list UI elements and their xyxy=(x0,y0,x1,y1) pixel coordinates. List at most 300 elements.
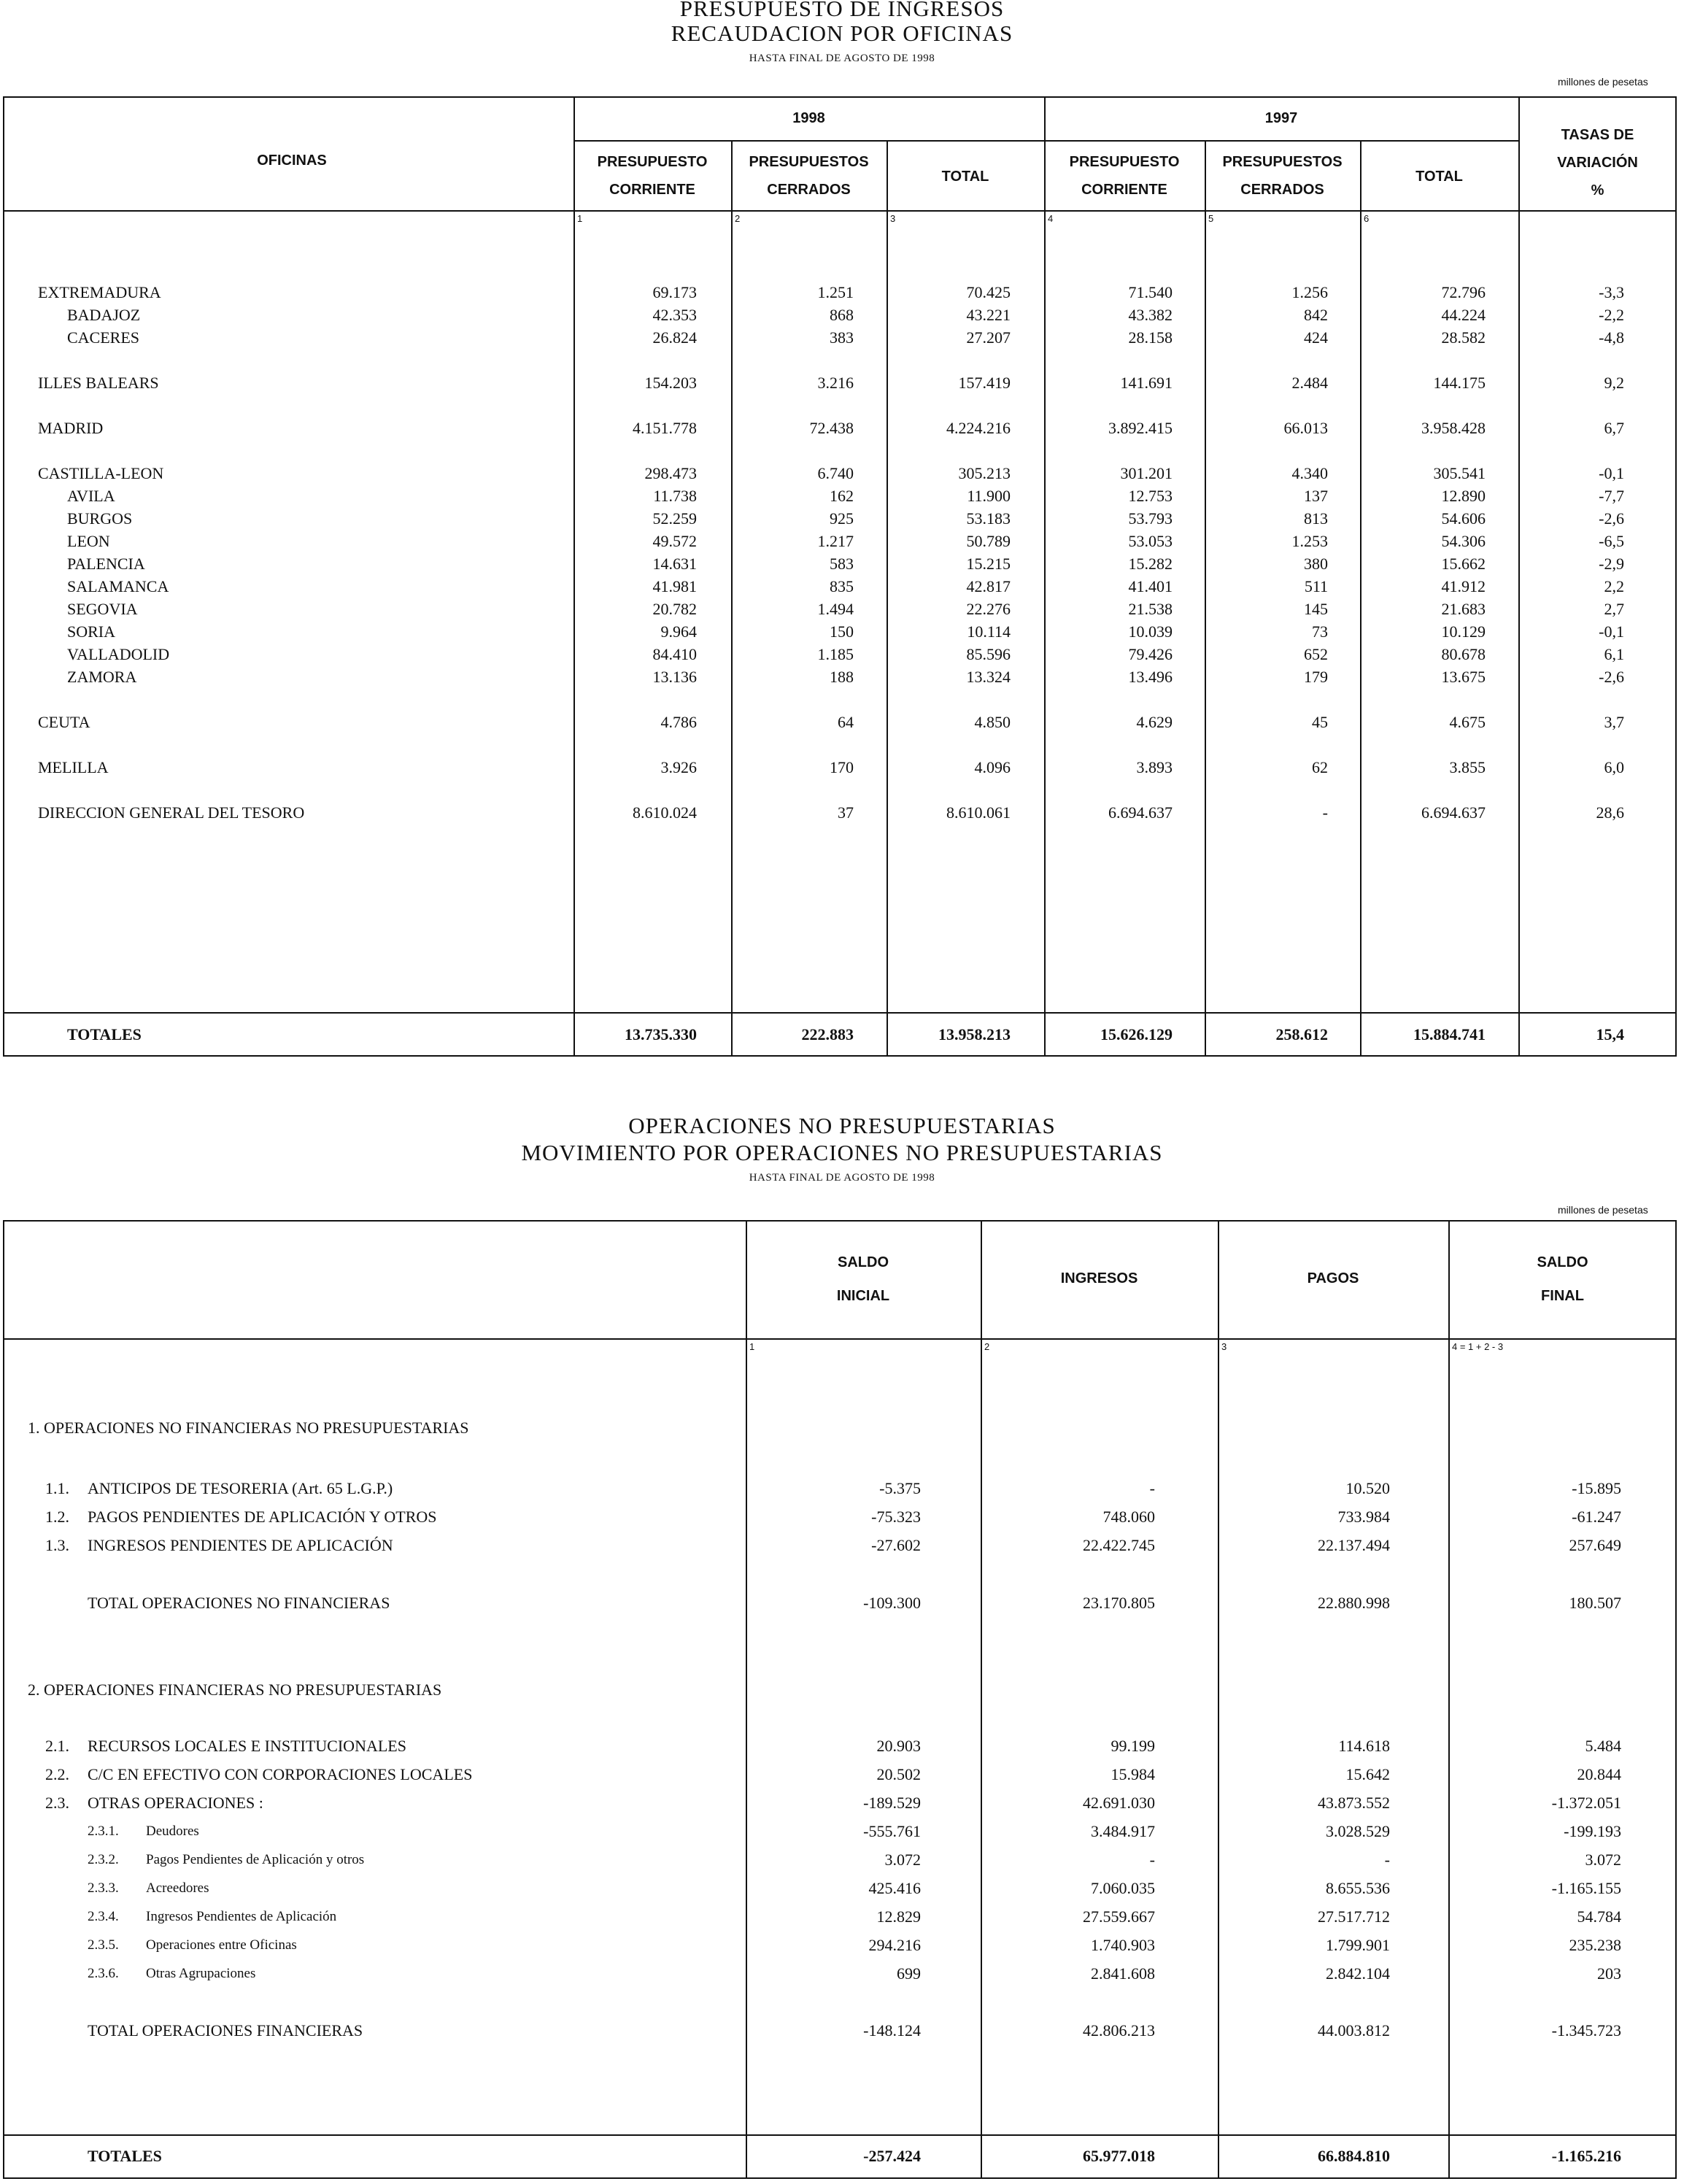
cell-value: - xyxy=(1384,1851,1390,1869)
cell-value: 26.824 xyxy=(652,328,697,347)
cell-value: 8.610.024 xyxy=(633,803,697,822)
cell-value: 28.158 xyxy=(1128,328,1173,347)
cell-value: 41.981 xyxy=(652,577,697,595)
cell-value: 8.655.536 xyxy=(1326,1879,1390,1897)
row-label: TOTAL OPERACIONES NO FINANCIERAS xyxy=(88,1594,390,1612)
total-value: 222.883 xyxy=(801,1025,854,1043)
cell-value: -0,1 xyxy=(1599,464,1624,482)
cell-value: 2.484 xyxy=(1291,374,1328,392)
cell-value: -555.761 xyxy=(863,1822,921,1840)
section1-title: 1. OPERACIONES NO FINANCIERAS NO PRESUPUESTARIAS xyxy=(28,1419,469,1437)
cell-value: 1.253 xyxy=(1291,532,1328,550)
row-label: ANTICIPOS DE TESORERIA (Art. 65 L.G.P.) xyxy=(88,1479,393,1497)
cell-value: -199.193 xyxy=(1564,1822,1621,1840)
cell-value: 583 xyxy=(830,555,854,573)
table-row xyxy=(0,1849,1684,1871)
header-total-1998: TOTAL xyxy=(941,169,989,185)
cell-value: 157.419 xyxy=(958,374,1011,392)
cell-value: 235.238 xyxy=(1569,1936,1621,1954)
header-saldo-final: SALDO xyxy=(1537,1254,1588,1270)
col-number: 4 = 1 + 2 - 3 xyxy=(1452,1341,1504,1352)
cell-value: -257.424 xyxy=(863,2147,921,2165)
total-value: 258.612 xyxy=(1275,1025,1328,1043)
cell-value: 15.642 xyxy=(1345,1765,1390,1783)
col-number: 6 xyxy=(1364,213,1370,224)
col-number: 4 xyxy=(1048,213,1054,224)
cell-value: 22.137.494 xyxy=(1318,1536,1390,1554)
cell-value: 4.786 xyxy=(660,713,697,731)
row-code: 1.3. xyxy=(45,1536,69,1554)
cell-value: 99.199 xyxy=(1111,1737,1155,1755)
cell-value: 80.678 xyxy=(1441,645,1486,663)
cell-value: 383 xyxy=(830,328,854,347)
cell-value: 65.977.018 xyxy=(1083,2147,1155,2165)
cell-value: 2,2 xyxy=(1604,577,1624,595)
cell-value: 73 xyxy=(1312,622,1328,641)
header-tasas: TASAS DE xyxy=(1561,127,1634,143)
cell-value: 12.829 xyxy=(876,1907,921,1926)
table2-units: millones de pesetas xyxy=(1558,1204,1648,1216)
cell-value: 3.216 xyxy=(817,374,854,392)
cell-value: 42.806.213 xyxy=(1083,2021,1155,2040)
cell-value: 53.793 xyxy=(1128,509,1173,528)
cell-value: 85.596 xyxy=(966,645,1011,663)
cell-value: 298.473 xyxy=(644,464,697,482)
total-row xyxy=(0,1592,1684,1614)
table2-header-bottom xyxy=(3,1338,1677,1340)
cell-value: 10.114 xyxy=(967,622,1011,641)
cell-value: 41.401 xyxy=(1128,577,1173,595)
header-pres-cerrados-2: CERRADOS xyxy=(767,182,851,198)
cell-value: 305.541 xyxy=(1433,464,1486,482)
cell-value: 13.675 xyxy=(1441,668,1486,686)
table-row xyxy=(0,1792,1684,1814)
row-code: 2.3.5. xyxy=(88,1937,119,1953)
row-code: 2.3.1. xyxy=(88,1824,119,1839)
row-label: C/C EN EFECTIVO CON CORPORACIONES LOCALES xyxy=(88,1765,473,1783)
cell-value: 72.796 xyxy=(1441,283,1486,301)
cell-value: 11.900 xyxy=(967,487,1011,505)
cell-value: - xyxy=(1149,1851,1155,1869)
cell-value: 22.880.998 xyxy=(1318,1594,1390,1612)
cell-value: -109.300 xyxy=(863,1594,921,1612)
table-row xyxy=(0,666,1684,688)
cell-value: 3.484.917 xyxy=(1091,1822,1155,1840)
total-value: 13.958.213 xyxy=(938,1025,1011,1043)
table1-units: millones de pesetas xyxy=(1558,76,1648,88)
cell-value: 22.422.745 xyxy=(1083,1536,1155,1554)
table-row xyxy=(0,327,1684,349)
table2-subtitle: HASTA FINAL DE AGOSTO DE 1998 xyxy=(749,1172,935,1184)
cell-value: 114.618 xyxy=(1338,1737,1390,1755)
row-label: Operaciones entre Oficinas xyxy=(146,1937,297,1953)
cell-value: -1.345.723 xyxy=(1551,2021,1621,2040)
table-row xyxy=(0,621,1684,643)
row-label: VALLADOLID xyxy=(67,645,170,663)
cell-value: 188 xyxy=(830,668,854,686)
row-label: PAGOS PENDIENTES DE APLICACIÓN Y OTROS xyxy=(88,1508,437,1526)
total-row xyxy=(0,2020,1684,2042)
header-pres-corriente: PRESUPUESTO xyxy=(597,154,708,170)
cell-value: 9.964 xyxy=(660,622,697,641)
cell-value: 4.096 xyxy=(974,758,1011,776)
row-label: Ingresos Pendientes de Aplicación xyxy=(146,1909,337,1924)
cell-value: 13.324 xyxy=(966,668,1011,686)
cell-value: 162 xyxy=(830,487,854,505)
cell-value: 27.207 xyxy=(966,328,1011,347)
cell-value: 11.738 xyxy=(653,487,697,505)
cell-value: 84.410 xyxy=(652,645,697,663)
cell-value: 294.216 xyxy=(868,1936,921,1954)
section-heading xyxy=(0,1417,1684,1439)
cell-value: 3,7 xyxy=(1604,713,1624,731)
row-label: SEGOVIA xyxy=(67,600,138,618)
row-label: CACERES xyxy=(67,328,140,347)
cell-value: -2,2 xyxy=(1599,306,1624,324)
col-number: 2 xyxy=(735,213,741,224)
cell-value: 424 xyxy=(1304,328,1328,347)
row-code: 2.3.4. xyxy=(88,1909,119,1924)
cell-value: 42.353 xyxy=(652,306,697,324)
cell-value: 20.782 xyxy=(652,600,697,618)
header-pres-corriente-97: PRESUPUESTO xyxy=(1069,154,1180,170)
cell-value: 14.631 xyxy=(652,555,697,573)
cell-value: 15.662 xyxy=(1441,555,1486,573)
cell-value: 20.502 xyxy=(876,1765,921,1783)
cell-value: 6,0 xyxy=(1604,758,1624,776)
row-label: Otras Agrupaciones xyxy=(146,1966,256,1981)
table-row xyxy=(0,1821,1684,1842)
cell-value: 43.382 xyxy=(1128,306,1173,324)
row-label: MADRID xyxy=(38,419,104,437)
cell-value: 301.201 xyxy=(1120,464,1173,482)
cell-value: 23.170.805 xyxy=(1083,1594,1155,1612)
row-label: INGRESOS PENDIENTES DE APLICACIÓN xyxy=(88,1536,393,1554)
header-year-1998: 1998 xyxy=(792,110,825,126)
cell-value: 179 xyxy=(1304,668,1328,686)
cell-value: - xyxy=(1149,1479,1155,1497)
cell-value: -2,9 xyxy=(1599,555,1624,573)
table-row xyxy=(0,757,1684,779)
cell-value: 3.958.428 xyxy=(1421,419,1486,437)
cell-value: 43.221 xyxy=(966,306,1011,324)
cell-value: 868 xyxy=(830,306,854,324)
row-label: SORIA xyxy=(67,622,116,641)
cell-value: 45 xyxy=(1312,713,1328,731)
cell-value: 12.890 xyxy=(1441,487,1486,505)
cell-value: 70.425 xyxy=(966,283,1011,301)
cell-value: -27.602 xyxy=(871,1536,921,1554)
cell-value: 43.873.552 xyxy=(1318,1794,1390,1812)
cell-value: 137 xyxy=(1304,487,1328,505)
cell-value: 4.340 xyxy=(1291,464,1328,482)
cell-value: 22.276 xyxy=(966,600,1011,618)
cell-value: 4.850 xyxy=(974,713,1011,731)
cell-value: 6,7 xyxy=(1604,419,1624,437)
cell-value: 66.884.810 xyxy=(1318,2147,1390,2165)
cell-value: 15.984 xyxy=(1111,1765,1155,1783)
table2-title-line2: MOVIMIENTO POR OPERACIONES NO PRESUPUESTARIAS xyxy=(521,1140,1163,1165)
table-row xyxy=(0,304,1684,326)
cell-value: 813 xyxy=(1304,509,1328,528)
cell-value: 1.494 xyxy=(817,600,854,618)
table-row xyxy=(0,485,1684,507)
table1-subtitle: HASTA FINAL DE AGOSTO DE 1998 xyxy=(749,53,935,64)
table-row xyxy=(0,1535,1684,1556)
cell-value: 79.426 xyxy=(1128,645,1173,663)
cell-value: 6.694.637 xyxy=(1421,803,1486,822)
cell-value: 41.912 xyxy=(1441,577,1486,595)
cell-value: 425.416 xyxy=(868,1879,921,1897)
cell-value: - xyxy=(1322,803,1328,822)
cell-value: -189.529 xyxy=(863,1794,921,1812)
header-ingresos: INGRESOS xyxy=(1060,1270,1138,1286)
cell-value: 511 xyxy=(1304,577,1328,595)
row-code: 2.2. xyxy=(45,1765,69,1783)
cell-value: 3.855 xyxy=(1449,758,1486,776)
cell-value: 20.844 xyxy=(1577,1765,1621,1783)
cell-value: 1.217 xyxy=(817,532,854,550)
cell-value: -6,5 xyxy=(1599,532,1624,550)
cell-value: 44.003.812 xyxy=(1318,2021,1390,2040)
col-number: 1 xyxy=(749,1341,755,1352)
cell-value: 835 xyxy=(830,577,854,595)
header-saldo-inicial: SALDO xyxy=(838,1254,889,1270)
total-value: 13.735.330 xyxy=(625,1025,697,1043)
cell-value: -1.372.051 xyxy=(1551,1794,1621,1812)
cell-value: 150 xyxy=(830,622,854,641)
cell-value: 72.438 xyxy=(809,419,854,437)
row-label: Acreedores xyxy=(146,1880,209,1896)
cell-value: 9,2 xyxy=(1604,374,1624,392)
cell-value: 5.484 xyxy=(1585,1737,1621,1755)
cell-value: 1.799.901 xyxy=(1326,1936,1390,1954)
table-row xyxy=(0,508,1684,530)
table1-header-bottom xyxy=(3,210,1677,212)
table-row xyxy=(0,463,1684,485)
cell-value: 144.175 xyxy=(1433,374,1486,392)
cell-value: 52.259 xyxy=(652,509,697,528)
cell-value: 15.282 xyxy=(1128,555,1173,573)
table-row xyxy=(0,1963,1684,1985)
cell-value: 3.893 xyxy=(1136,758,1173,776)
table-row xyxy=(0,1906,1684,1928)
cell-value: 4.675 xyxy=(1449,713,1486,731)
cell-value: 2.842.104 xyxy=(1326,1964,1390,1983)
cell-value: 1.251 xyxy=(817,283,854,301)
col-number: 1 xyxy=(577,213,583,224)
cell-value: 141.691 xyxy=(1120,374,1173,392)
row-label: ZAMORA xyxy=(67,668,137,686)
table-row xyxy=(0,1934,1684,1956)
cell-value: 20.903 xyxy=(876,1737,921,1755)
cell-value: 13.496 xyxy=(1128,668,1173,686)
header-saldo-final-2: FINAL xyxy=(1541,1288,1584,1304)
row-label: PALENCIA xyxy=(67,555,145,573)
table-row xyxy=(0,1764,1684,1786)
cell-value: 50.789 xyxy=(966,532,1011,550)
cell-value: 748.060 xyxy=(1102,1508,1155,1526)
row-code: 2.3.2. xyxy=(88,1852,119,1867)
cell-value: 699 xyxy=(897,1964,921,1983)
row-label: MELILLA xyxy=(38,758,109,776)
row-label: OTRAS OPERACIONES : xyxy=(88,1794,263,1812)
cell-value: 180.507 xyxy=(1569,1594,1621,1612)
row-label: EXTREMADURA xyxy=(38,283,161,301)
header-pres-cerrados: PRESUPUESTOS xyxy=(749,154,869,170)
cell-value: 13.136 xyxy=(652,668,697,686)
row-label: BURGOS xyxy=(67,509,133,528)
table1-totals-top xyxy=(3,1012,1677,1014)
table-row xyxy=(0,1478,1684,1500)
cell-value: 71.540 xyxy=(1128,283,1173,301)
totals-label: TOTALES xyxy=(67,1025,142,1043)
row-code: 2.1. xyxy=(45,1737,69,1755)
cell-value: 257.649 xyxy=(1569,1536,1621,1554)
row-label: RECURSOS LOCALES E INSTITUCIONALES xyxy=(88,1737,406,1755)
cell-value: 6.694.637 xyxy=(1108,803,1173,822)
cell-value: 305.213 xyxy=(958,464,1011,482)
header-oficinas: OFICINAS xyxy=(257,153,327,169)
row-code: 2.3.3. xyxy=(88,1880,119,1896)
cell-value: 42.817 xyxy=(966,577,1011,595)
row-label: ILLES BALEARS xyxy=(38,374,159,392)
header-pres-corriente-2: CORRIENTE xyxy=(609,182,695,198)
table1-year-divider xyxy=(573,140,1518,142)
cell-value: -3,3 xyxy=(1599,283,1624,301)
cell-value: 12.753 xyxy=(1128,487,1173,505)
row-code: 1.1. xyxy=(45,1479,69,1497)
cell-value: 4.629 xyxy=(1136,713,1173,731)
cell-value: 21.538 xyxy=(1128,600,1173,618)
cell-value: 154.203 xyxy=(644,374,697,392)
cell-value: 1.185 xyxy=(817,645,854,663)
cell-value: 652 xyxy=(1304,645,1328,663)
cell-value: -0,1 xyxy=(1599,622,1624,641)
totals-row xyxy=(0,1024,1684,1046)
table-row xyxy=(0,1506,1684,1528)
cell-value: 4.224.216 xyxy=(946,419,1011,437)
header-year-1997: 1997 xyxy=(1264,110,1298,126)
row-label: TOTALES xyxy=(88,2147,162,2165)
cell-value: 1.740.903 xyxy=(1091,1936,1155,1954)
cell-value: 44.224 xyxy=(1441,306,1486,324)
header-pagos: PAGOS xyxy=(1307,1270,1359,1286)
cell-value: 54.306 xyxy=(1441,532,1486,550)
row-code: 1.2. xyxy=(45,1508,69,1526)
cell-value: -5.375 xyxy=(879,1479,921,1497)
table-row xyxy=(0,598,1684,620)
row-code: 2.3. xyxy=(45,1794,69,1812)
header-percent: % xyxy=(1591,182,1604,198)
cell-value: 28,6 xyxy=(1596,803,1624,822)
col-number: 3 xyxy=(1221,1341,1227,1352)
cell-value: 10.039 xyxy=(1128,622,1173,641)
cell-value: 842 xyxy=(1304,306,1328,324)
cell-value: 62 xyxy=(1312,758,1328,776)
row-label: Pagos Pendientes de Aplicación y otros xyxy=(146,1852,365,1867)
section-heading xyxy=(0,1679,1684,1701)
cell-value: 3.892.415 xyxy=(1108,419,1173,437)
total-value: 15,4 xyxy=(1596,1025,1624,1043)
table-row xyxy=(0,282,1684,304)
table-row xyxy=(0,802,1684,824)
cell-value: 733.984 xyxy=(1337,1508,1390,1526)
row-label: BADAJOZ xyxy=(67,306,141,324)
table-row xyxy=(0,644,1684,665)
header-pres-corriente-97-2: CORRIENTE xyxy=(1081,182,1167,198)
cell-value: -1.165.216 xyxy=(1551,2147,1621,2165)
cell-value: 203 xyxy=(1597,1964,1621,1983)
cell-value: 28.582 xyxy=(1441,328,1486,347)
cell-value: -4,8 xyxy=(1599,328,1624,347)
row-label: AVILA xyxy=(67,487,115,505)
cell-value: 3.072 xyxy=(1585,1851,1621,1869)
cell-value: 380 xyxy=(1304,555,1328,573)
header-pres-cerrados-97: PRESUPUESTOS xyxy=(1222,154,1343,170)
table-row xyxy=(0,1878,1684,1899)
cell-value: 145 xyxy=(1304,600,1328,618)
table-row xyxy=(0,1735,1684,1757)
table1-title-line2: RECAUDACION POR OFICINAS xyxy=(671,20,1013,46)
table2-totals-top xyxy=(3,2134,1677,2136)
table1-title-line1: PRESUPUESTO DE INGRESOS xyxy=(679,0,1005,21)
cell-value: 4.151.778 xyxy=(633,419,697,437)
cell-value: 170 xyxy=(830,758,854,776)
row-label: DIRECCION GENERAL DEL TESORO xyxy=(38,803,305,822)
cell-value: 6,1 xyxy=(1604,645,1624,663)
cell-value: 54.784 xyxy=(1577,1907,1621,1926)
cell-value: -75.323 xyxy=(871,1508,921,1526)
total-value: 15.884.741 xyxy=(1413,1025,1486,1043)
cell-value: 1.256 xyxy=(1291,283,1328,301)
row-label: CASTILLA-LEON xyxy=(38,464,164,482)
cell-value: 27.517.712 xyxy=(1318,1907,1390,1926)
cell-value: -2,6 xyxy=(1599,509,1624,528)
cell-value: 53.183 xyxy=(966,509,1011,528)
table-row xyxy=(0,530,1684,552)
cell-value: -61.247 xyxy=(1572,1508,1621,1526)
cell-value: 64 xyxy=(838,713,854,731)
table2-title-line1: OPERACIONES NO PRESUPUESTARIAS xyxy=(628,1113,1056,1138)
col-number: 3 xyxy=(890,213,896,224)
cell-value: 27.559.667 xyxy=(1083,1907,1155,1926)
cell-value: 3.926 xyxy=(660,758,697,776)
cell-value: 10.520 xyxy=(1345,1479,1390,1497)
cell-value: 53.053 xyxy=(1128,532,1173,550)
cell-value: -7,7 xyxy=(1599,487,1624,505)
cell-value: -15.895 xyxy=(1572,1479,1621,1497)
header-saldo-inicial-2: INICIAL xyxy=(836,1288,890,1304)
col-number: 2 xyxy=(984,1341,990,1352)
cell-value: -148.124 xyxy=(863,2021,921,2040)
cell-value: 37 xyxy=(838,803,854,822)
header-pres-cerrados-97-2: CERRADOS xyxy=(1240,182,1324,198)
row-label: SALAMANCA xyxy=(67,577,169,595)
row-label: CEUTA xyxy=(38,713,90,731)
cell-value: 2,7 xyxy=(1604,600,1624,618)
cell-value: 66.013 xyxy=(1283,419,1328,437)
table-row xyxy=(0,576,1684,598)
cell-value: 49.572 xyxy=(652,532,697,550)
cell-value: 10.129 xyxy=(1441,622,1486,641)
totals-row xyxy=(0,2145,1684,2167)
cell-value: 7.060.035 xyxy=(1091,1879,1155,1897)
row-code: 2.3.6. xyxy=(88,1966,119,1981)
header-total-1997: TOTAL xyxy=(1415,169,1463,185)
cell-value: 925 xyxy=(830,509,854,528)
table-row xyxy=(0,711,1684,733)
